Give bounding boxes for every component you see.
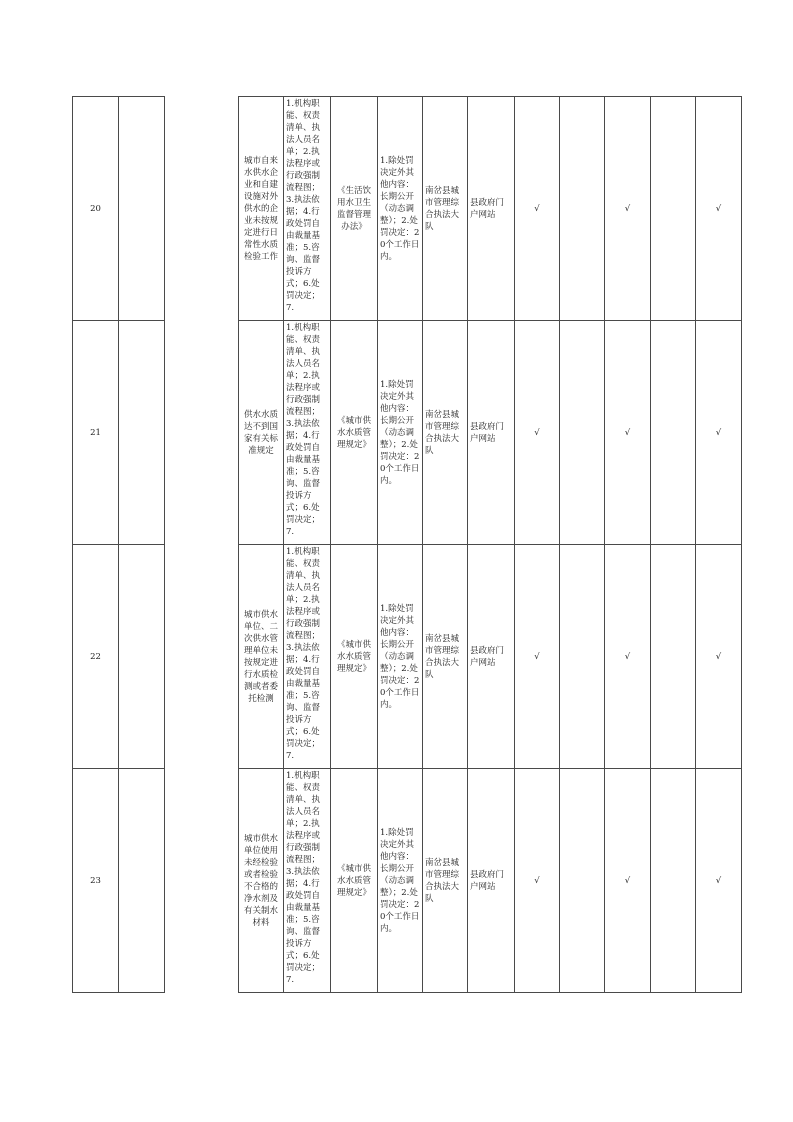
channel-cell: 县政府门户网站: [468, 321, 515, 545]
empty-cell: [119, 545, 165, 769]
content-cell: [284, 321, 331, 545]
empty-cell: [651, 769, 696, 993]
empty-cell: [560, 321, 605, 545]
check-mark: √: [515, 97, 560, 321]
table-row: [73, 321, 742, 545]
matter-cell: 城市自来水供水企业和自建设施对外供水的企业未按规定进行日常性水质检验工作: [239, 97, 284, 321]
check-mark: √: [696, 97, 742, 321]
spacer-cell: [165, 321, 239, 545]
spacer-cell: [165, 769, 239, 993]
channel-cell: 县政府门户网站: [468, 769, 515, 993]
table-row: [73, 545, 742, 769]
check-mark: √: [605, 321, 651, 545]
content-cell: [284, 97, 331, 321]
subject-cell: 南岔县城市管理综合执法大队: [423, 545, 468, 769]
content-text: 1.机构职能、权责清单、执法人员名单；2.执法程序或行政强制流程图；3.执法依据；4.行政处罚自由裁量基准；5.咨询、监督投诉方式；6.处罚决定；7.: [286, 99, 321, 313]
empty-cell: [560, 97, 605, 321]
time-cell: 1.除处罚决定外其他内容：长期公开（动态调整）；2.处罚决定：20个工作日内。: [378, 97, 423, 321]
content-cell: [284, 769, 331, 993]
time-cell: 1.除处罚决定外其他内容：长期公开（动态调整）；2.处罚决定：20个工作日内。: [378, 545, 423, 769]
content-cell: [284, 545, 331, 769]
matter-cell: 城市供水单位使用未经检验或者检验不合格的净水剂及有关制水材料: [239, 769, 284, 993]
row-number: 23: [73, 769, 119, 993]
check-mark: √: [696, 545, 742, 769]
empty-cell: [560, 545, 605, 769]
spacer-cell: [165, 97, 239, 321]
basis-cell: 《生活饮用水卫生监督管理办法》: [331, 97, 378, 321]
check-mark: √: [515, 321, 560, 545]
table-row: [73, 97, 742, 321]
basis-cell: 《城市供水水质管理规定》: [331, 545, 378, 769]
check-mark: √: [605, 769, 651, 993]
matter-cell: 供水水质达不到国家有关标准规定: [239, 321, 284, 545]
subject-cell: 南岔县城市管理综合执法大队: [423, 97, 468, 321]
empty-cell: [651, 97, 696, 321]
empty-cell: [651, 545, 696, 769]
empty-cell: [119, 769, 165, 993]
content-text: 1.机构职能、权责清单、执法人员名单；2.执法程序或行政强制流程图；3.执法依据；4.行政处罚自由裁量基准；5.咨询、监督投诉方式；6.处罚决定；7.: [286, 323, 321, 537]
check-mark: √: [605, 97, 651, 321]
content-text: 1.机构职能、权责清单、执法人员名单；2.执法程序或行政强制流程图；3.执法依据；4.行政处罚自由裁量基准；5.咨询、监督投诉方式；6.处罚决定；7.: [286, 547, 321, 761]
empty-cell: [119, 321, 165, 545]
content-text: 1.机构职能、权责清单、执法人员名单；2.执法程序或行政强制流程图；3.执法依据；4.行政处罚自由裁量基准；5.咨询、监督投诉方式；6.处罚决定；7.: [286, 771, 321, 985]
basis-cell: 《城市供水水质管理规定》: [331, 321, 378, 545]
basis-cell: 《城市供水水质管理规定》: [331, 769, 378, 993]
table-row: [73, 769, 742, 993]
check-mark: √: [515, 769, 560, 993]
channel-cell: 县政府门户网站: [468, 545, 515, 769]
empty-cell: [119, 97, 165, 321]
check-mark: √: [696, 769, 742, 993]
empty-cell: [560, 769, 605, 993]
disclosure-table: [72, 96, 742, 993]
check-mark: √: [515, 545, 560, 769]
spacer-cell: [165, 545, 239, 769]
empty-cell: [651, 321, 696, 545]
row-number: 20: [73, 97, 119, 321]
subject-cell: 南岔县城市管理综合执法大队: [423, 321, 468, 545]
subject-cell: 南岔县城市管理综合执法大队: [423, 769, 468, 993]
check-mark: √: [605, 545, 651, 769]
time-cell: 1.除处罚决定外其他内容：长期公开（动态调整）；2.处罚决定：20个工作日内。: [378, 769, 423, 993]
channel-cell: 县政府门户网站: [468, 97, 515, 321]
check-mark: √: [696, 321, 742, 545]
time-cell: 1.除处罚决定外其他内容：长期公开（动态调整）；2.处罚决定：20个工作日内。: [378, 321, 423, 545]
row-number: 21: [73, 321, 119, 545]
matter-cell: 城市供水单位、二次供水管理单位未按规定进行水质检测或者委托检测: [239, 545, 284, 769]
row-number: 22: [73, 545, 119, 769]
